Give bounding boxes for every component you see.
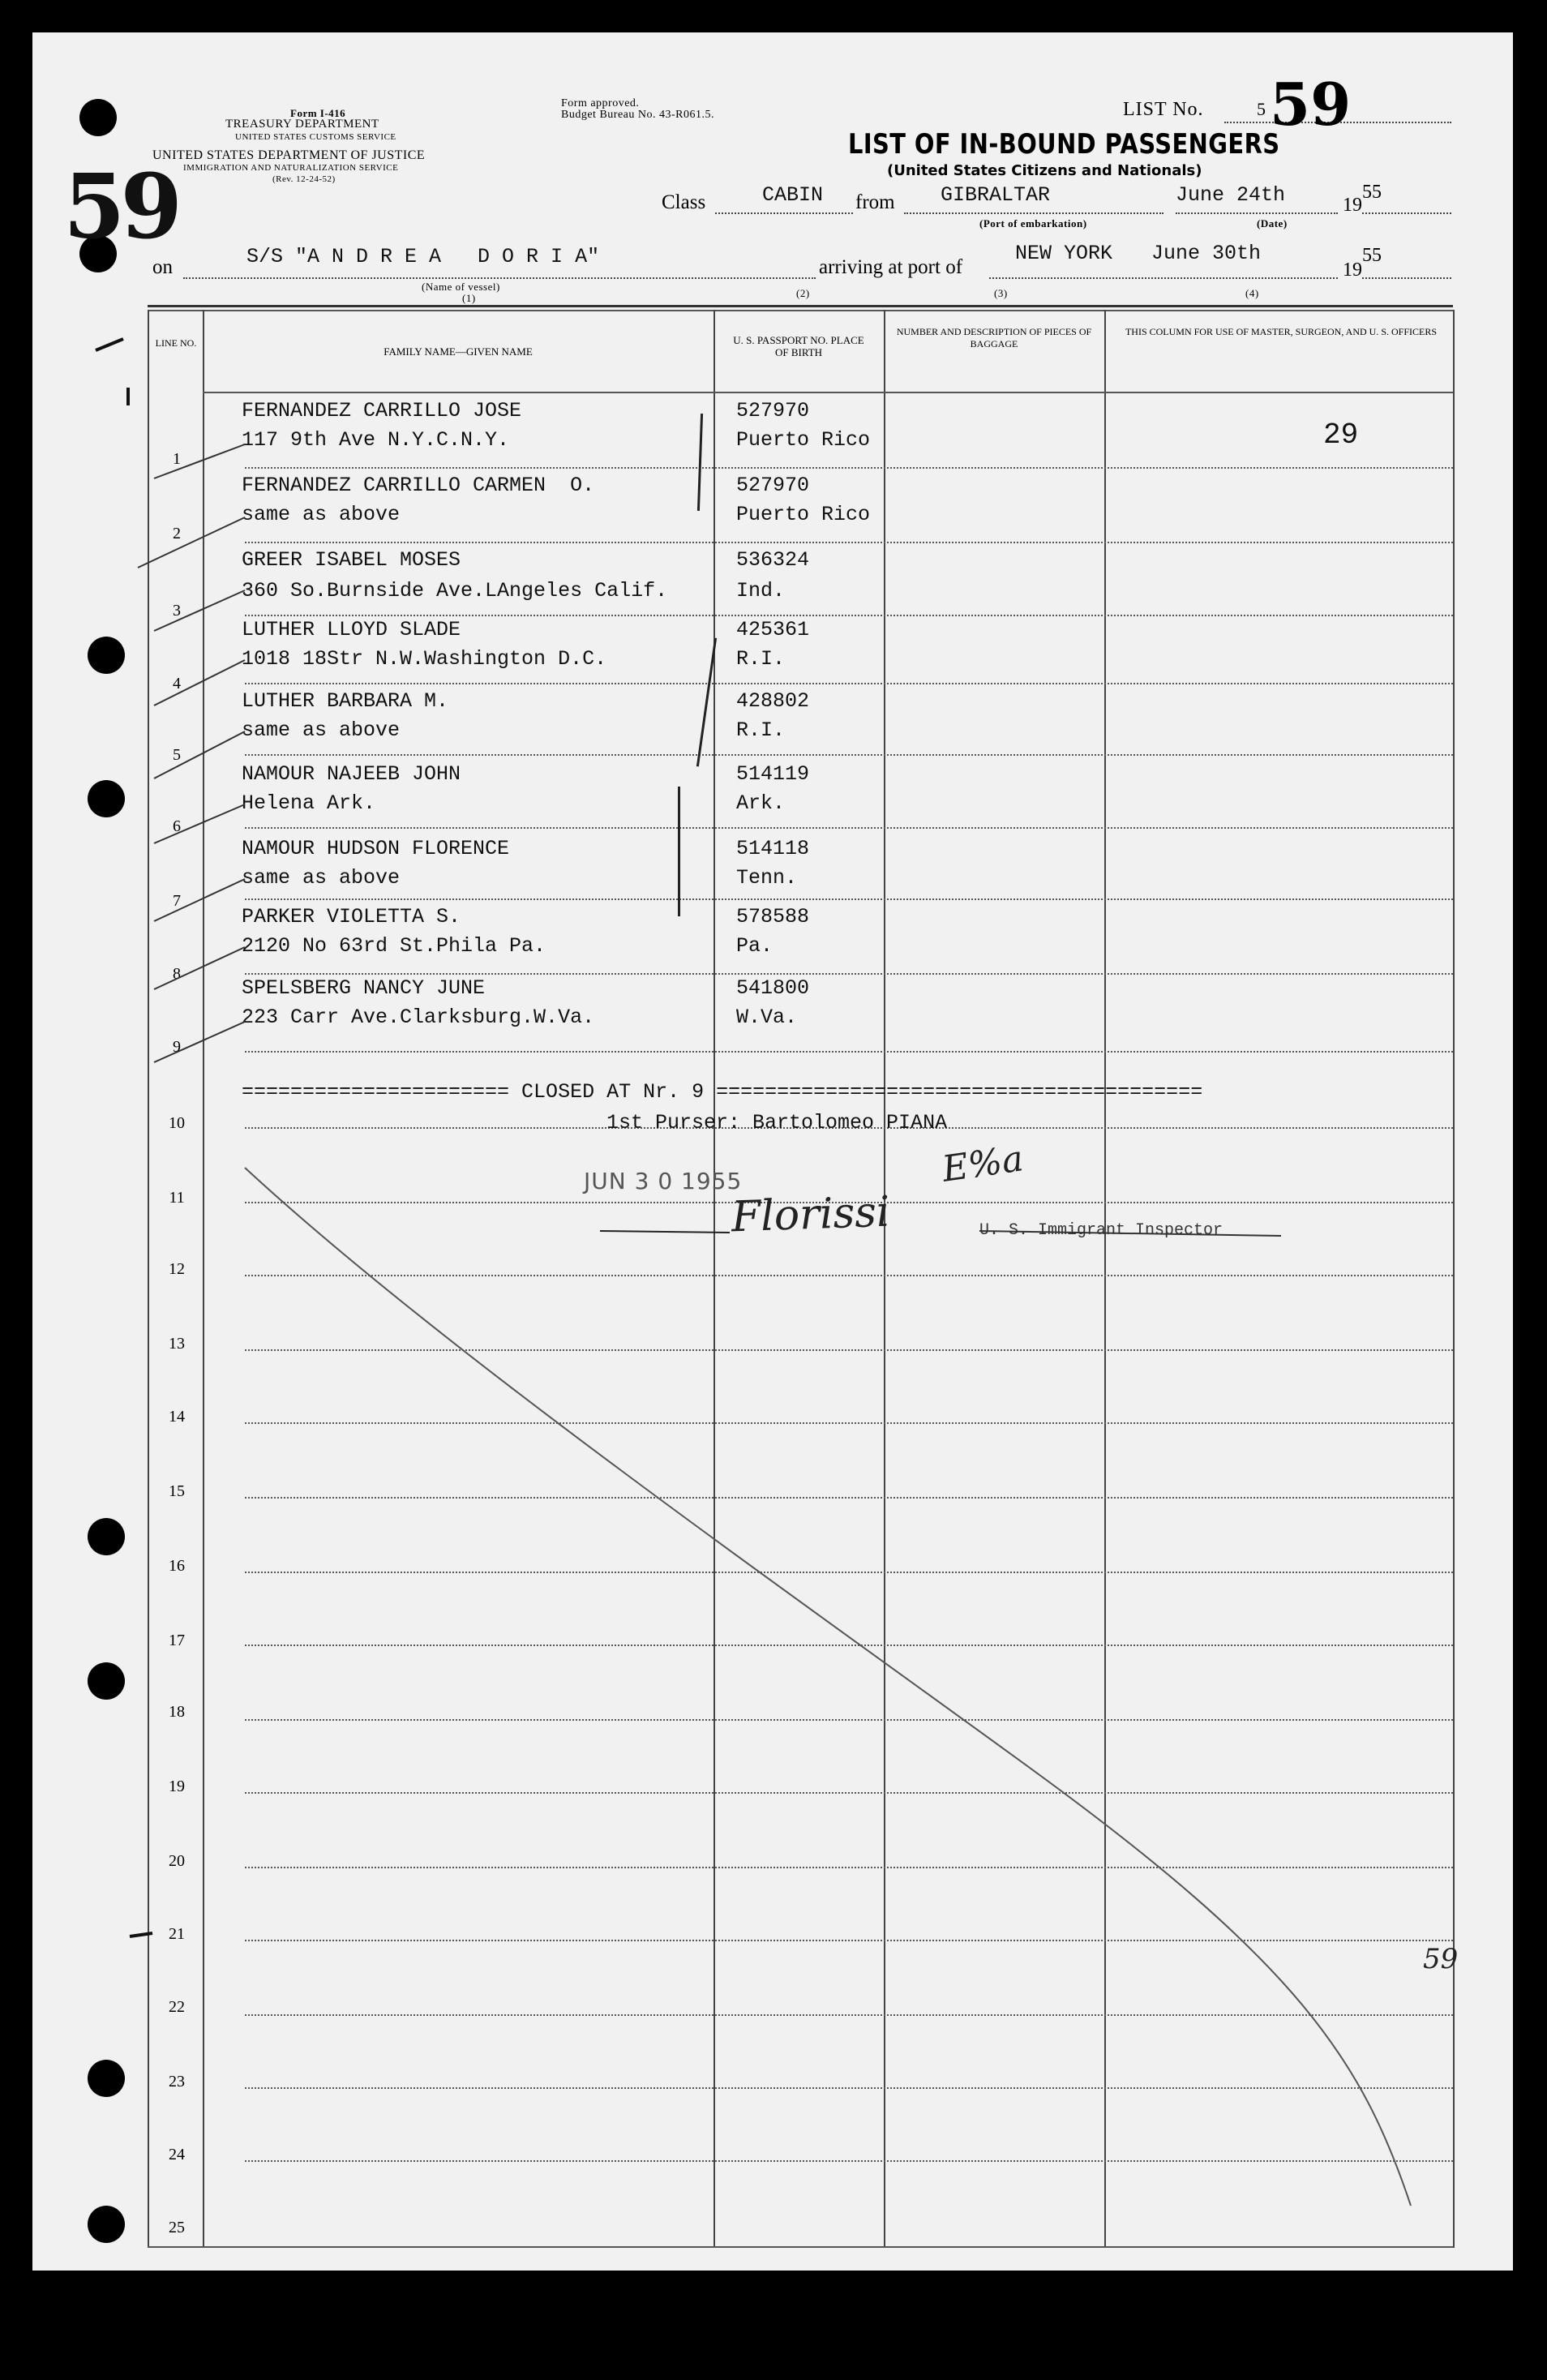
passenger-address: 360 So.Burnside Ave.LAngeles Calif. bbox=[242, 579, 668, 603]
class-value: CABIN bbox=[762, 183, 824, 207]
form-number: Form I-416 bbox=[290, 107, 346, 119]
purser-line: 1st Purser: Bartolomeo PIANA bbox=[606, 1111, 948, 1134]
col-baggage: NUMBER AND DESCRIPTION OF PIECES OF BAGGAGE bbox=[896, 326, 1092, 349]
line-number: 4 bbox=[173, 675, 181, 693]
line-number: 16 bbox=[169, 1557, 185, 1575]
port-of-embarkation: GIBRALTAR bbox=[941, 183, 1051, 207]
line-number: 11 bbox=[169, 1189, 185, 1207]
line-number: 25 bbox=[169, 2219, 185, 2236]
line-number: 13 bbox=[169, 1335, 185, 1353]
line-number: 18 bbox=[169, 1703, 185, 1721]
passenger-name: FERNANDEZ CARRILLO CARMEN O. bbox=[242, 474, 595, 497]
passport-number: 514119 bbox=[736, 762, 810, 786]
line-number: 19 bbox=[169, 1777, 185, 1795]
vessel-name: S/S "A N D R E A D O R I A" bbox=[246, 245, 600, 268]
col-passport: U. S. PASSPORT NO. PLACE OF BIRTH bbox=[733, 334, 864, 358]
col-officers: THIS COLUMN FOR USE OF MASTER, SURGEON, AND U. S. OFFICERS bbox=[1125, 326, 1438, 337]
customs-service: UNITED STATES CUSTOMS SERVICE bbox=[235, 132, 396, 142]
line-number: 8 bbox=[173, 965, 181, 983]
list-no-value: 59 bbox=[1270, 70, 1352, 139]
caption-4: (4) bbox=[1245, 287, 1259, 299]
passenger-name: PARKER VIOLETTA S. bbox=[242, 905, 461, 928]
manifest-sheet bbox=[32, 32, 1513, 2271]
line-number: 15 bbox=[169, 1482, 185, 1500]
line-number: 14 bbox=[169, 1408, 185, 1426]
line-number: 2 bbox=[173, 525, 181, 542]
passport-number: 536324 bbox=[736, 548, 810, 572]
line-number: 1 bbox=[173, 450, 181, 468]
line-number: 22 bbox=[169, 1998, 185, 2016]
passenger-name: NAMOUR NAJEEB JOHN bbox=[242, 762, 461, 786]
port-embarkation-caption: (Port of embarkation) bbox=[979, 217, 1087, 229]
passenger-name: LUTHER LLOYD SLADE bbox=[242, 618, 461, 641]
annotation-strokes bbox=[32, 32, 1513, 2271]
justice-dept: UNITED STATES DEPARTMENT OF JUSTICE bbox=[152, 148, 426, 162]
passport-number: 578588 bbox=[736, 905, 810, 928]
inspector-title: U. S. Immigrant Inspector bbox=[979, 1221, 1223, 1240]
date-caption: (Date) bbox=[1257, 217, 1288, 229]
place-of-birth: W.Va. bbox=[736, 1006, 798, 1029]
place-of-birth: Tenn. bbox=[736, 866, 798, 890]
caption-3: (3) bbox=[994, 287, 1008, 299]
treasury-dept: TREASURY DEPARTMENT bbox=[225, 118, 379, 131]
big-page-number: 59 bbox=[63, 154, 178, 259]
arriving-label: arriving at port of bbox=[819, 256, 963, 278]
line-number: 20 bbox=[169, 1852, 185, 1870]
budget-bureau: Budget Bureau No. 43-R061.5. bbox=[561, 109, 714, 121]
passport-number: 527970 bbox=[736, 474, 810, 497]
list-no-label: LIST No. bbox=[1123, 99, 1204, 120]
passenger-address: same as above bbox=[242, 503, 401, 526]
on-label: on bbox=[152, 256, 173, 278]
line-number: 10 bbox=[169, 1114, 185, 1132]
passenger-name: GREER ISABEL MOSES bbox=[242, 548, 461, 572]
passport-number: 541800 bbox=[736, 976, 810, 1000]
passport-number: 428802 bbox=[736, 689, 810, 713]
line-number: 9 bbox=[173, 1038, 181, 1056]
passenger-address: 1018 18Str N.W.Washington D.C. bbox=[242, 647, 607, 671]
place-of-birth: Pa. bbox=[736, 934, 774, 958]
line-number: 24 bbox=[169, 2146, 185, 2163]
list-no-prefix: 5 bbox=[1257, 99, 1266, 119]
place-of-birth: Ind. bbox=[736, 579, 786, 603]
vessel-caption: (Name of vessel) bbox=[422, 281, 500, 293]
ins-service: IMMIGRATION AND NATURALIZATION SERVICE bbox=[183, 163, 399, 173]
arrival-date: June 30th bbox=[1151, 242, 1262, 265]
inspector-signature: Florissi bbox=[731, 1187, 891, 1242]
from-label: from bbox=[855, 191, 895, 213]
arrival-port: NEW YORK bbox=[1015, 242, 1113, 265]
form-approved: Form approved. bbox=[561, 97, 640, 109]
passenger-address: 2120 No 63rd St.Phila Pa. bbox=[242, 934, 546, 958]
passport-number: 425361 bbox=[736, 618, 810, 641]
year2-prefix: 19 bbox=[1343, 259, 1362, 281]
place-of-birth: Puerto Rico bbox=[736, 503, 871, 526]
year2-value: 55 bbox=[1362, 245, 1382, 266]
officer-note: 29 bbox=[1323, 418, 1359, 452]
col-line-no: LINE NO. bbox=[155, 337, 197, 349]
class-label: Class bbox=[662, 191, 706, 213]
line-number: 17 bbox=[169, 1632, 185, 1649]
passenger-address: 223 Carr Ave.Clarksburg.W.Va. bbox=[242, 1006, 595, 1029]
passport-number: 527970 bbox=[736, 399, 810, 422]
line-number: 21 bbox=[169, 1925, 185, 1943]
closed-at-line: ====================== CLOSED AT Nr. 9 ======================================== bbox=[242, 1080, 1203, 1104]
year-prefix: 19 bbox=[1343, 195, 1362, 216]
col-name: FAMILY NAME—GIVEN NAME bbox=[384, 345, 533, 358]
departure-date: June 24th bbox=[1176, 183, 1286, 207]
passenger-address: 117 9th Ave N.Y.C.N.Y. bbox=[242, 428, 510, 452]
page-title: LIST OF IN-BOUND PASSENGERS bbox=[848, 128, 1280, 161]
revision: (Rev. 12-24-52) bbox=[272, 174, 336, 184]
passenger-name: NAMOUR HUDSON FLORENCE bbox=[242, 837, 510, 860]
line-number: 5 bbox=[173, 746, 181, 764]
caption-2: (2) bbox=[796, 287, 810, 299]
passenger-name: FERNANDEZ CARRILLO JOSE bbox=[242, 399, 522, 422]
passport-number: 514118 bbox=[736, 837, 810, 860]
line-number: 6 bbox=[173, 817, 181, 835]
line-number: 3 bbox=[173, 602, 181, 620]
line-number: 7 bbox=[173, 892, 181, 910]
place-of-birth: R.I. bbox=[736, 718, 786, 742]
passenger-address: same as above bbox=[242, 866, 401, 890]
place-of-birth: Ark. bbox=[736, 791, 786, 815]
place-of-birth: Puerto Rico bbox=[736, 428, 871, 452]
arrival-stamp: JUN 3 0 1955 bbox=[584, 1168, 743, 1194]
place-of-birth: R.I. bbox=[736, 647, 786, 671]
caption-1: (1) bbox=[462, 292, 476, 304]
passenger-name: LUTHER BARBARA M. bbox=[242, 689, 449, 713]
year-value: 55 bbox=[1362, 182, 1382, 203]
passenger-address: same as above bbox=[242, 718, 401, 742]
inspector-initials: E%a bbox=[939, 1138, 1026, 1190]
line-number: 12 bbox=[169, 1260, 185, 1278]
passenger-address: Helena Ark. bbox=[242, 791, 376, 815]
passenger-name: SPELSBERG NANCY JUNE bbox=[242, 976, 486, 1000]
line-number: 23 bbox=[169, 2073, 185, 2091]
margin-note: 59 bbox=[1423, 1943, 1459, 1975]
page-subtitle: (United States Citizens and Nationals) bbox=[887, 162, 1202, 179]
